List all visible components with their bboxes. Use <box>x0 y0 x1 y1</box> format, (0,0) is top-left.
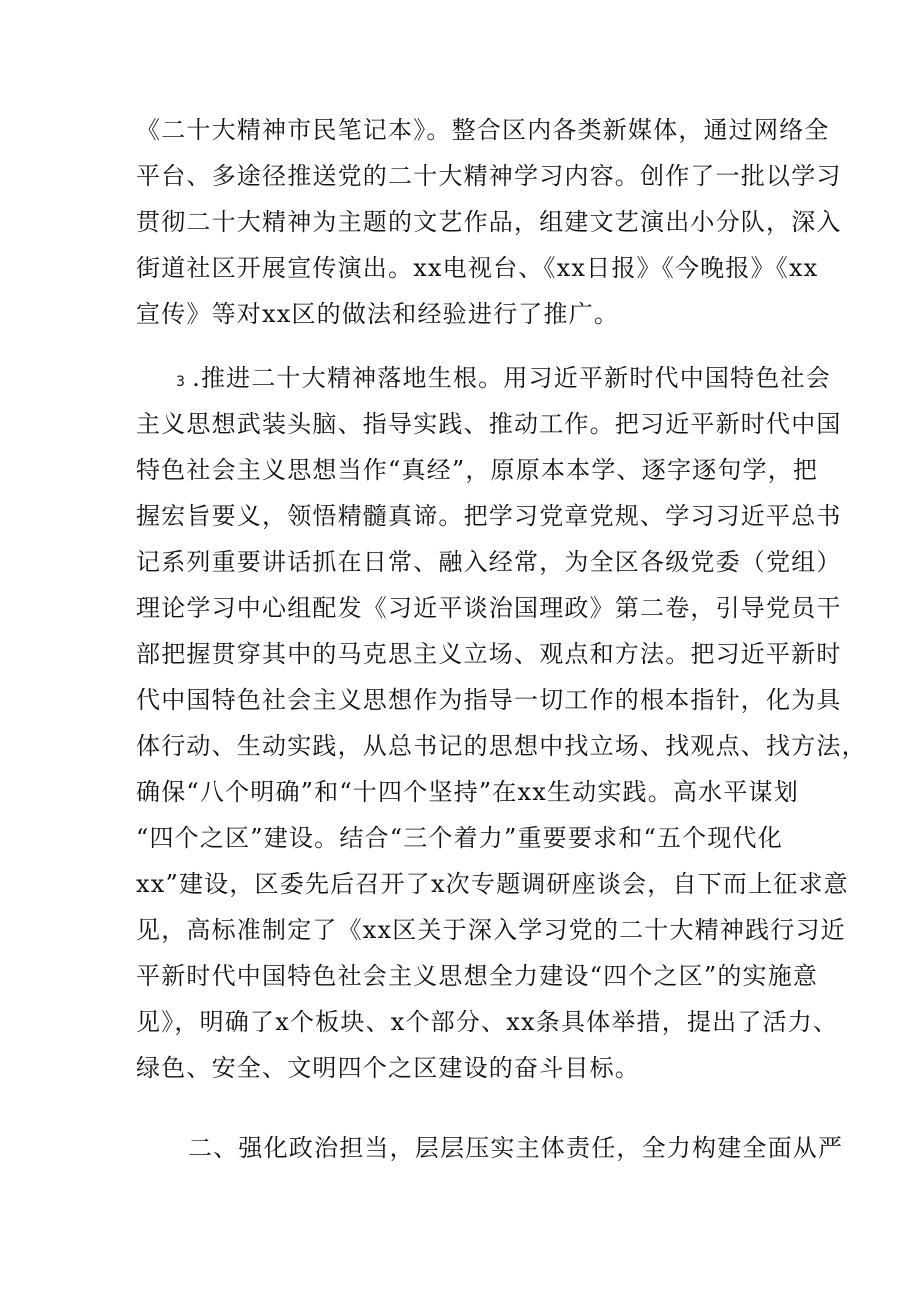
text-line: 理论学习中心组配发《习近平谈治国理政》第二卷，引导党员干 <box>136 594 842 622</box>
text-line: 平新时代中国特色社会主义思想全力建设“四个之区”的实施意 <box>136 962 819 990</box>
section-2-heading: 二、强化政治担当，层层压实主体责任，全力构建全面从严 <box>188 1134 844 1162</box>
text-line: xx”建设，区委先后召开了x次专题调研座谈会，自下而上征求意 <box>136 870 849 898</box>
text-line: 体行动、生动实践，从总书记的思想中找立场、找观点、找方法， <box>136 732 867 760</box>
text-line: 记系列重要讲话抓在日常、融入经常，为全区各级党委（党组） <box>136 548 842 576</box>
text-line: 见，高标准制定了《xx区关于深入学习党的二十大精神践行习近 <box>136 916 846 944</box>
text-line: 确保“八个明确”和“十四个坚持”在xx生动实践。高水平谋划 <box>136 778 799 806</box>
text-line: 贯彻二十大精神为主题的文艺作品，组建文艺演出小分队，深入 <box>136 208 842 236</box>
text-line: 主义思想武装头脑、指导实践、推动工作。把习近平新时代中国 <box>136 410 842 438</box>
text-line: 平台、多途径推送党的二十大精神学习内容。创作了一批以学习 <box>136 162 842 190</box>
text-line: 绿色、安全、文明四个之区建设的奋斗目标。 <box>136 1054 640 1082</box>
text-line: 街道社区开展宣传演出。xx电视台、《xx日报》《今晚报》《xx <box>136 254 819 282</box>
section-number: 3 <box>176 374 187 390</box>
text-line: 代中国特色社会主义思想作为指导一切工作的根本指针，化为具 <box>136 686 842 714</box>
section-heading-text: .推进二十大精神落地生根。用习近平新时代中国特色社会 <box>192 364 831 392</box>
text-line: 《二十大精神市民笔记本》。整合区内各类新媒体，通过网络全 <box>136 116 830 144</box>
text-line: 部把握贯穿其中的马克思主义立场、观点和方法。把习近平新时 <box>136 640 842 668</box>
section-3-heading <box>176 363 836 397</box>
text-line: 握宏旨要义，领悟精髓真谛。把学习党章党规、学习习近平总书 <box>136 502 842 530</box>
text-line: 特色社会主义思想当作“真经”，原原本本学、逐字逐句学，把 <box>136 456 819 484</box>
text-line: 宣传》等对xx区的做法和经验进行了推广。 <box>136 300 620 328</box>
text-line: “四个之区”建设。结合“三个着力”重要要求和“五个现代化 <box>136 824 783 852</box>
text-line: 见》，明确了x个板块、x个部分、xx条具体举措，提出了活力、 <box>136 1008 839 1036</box>
